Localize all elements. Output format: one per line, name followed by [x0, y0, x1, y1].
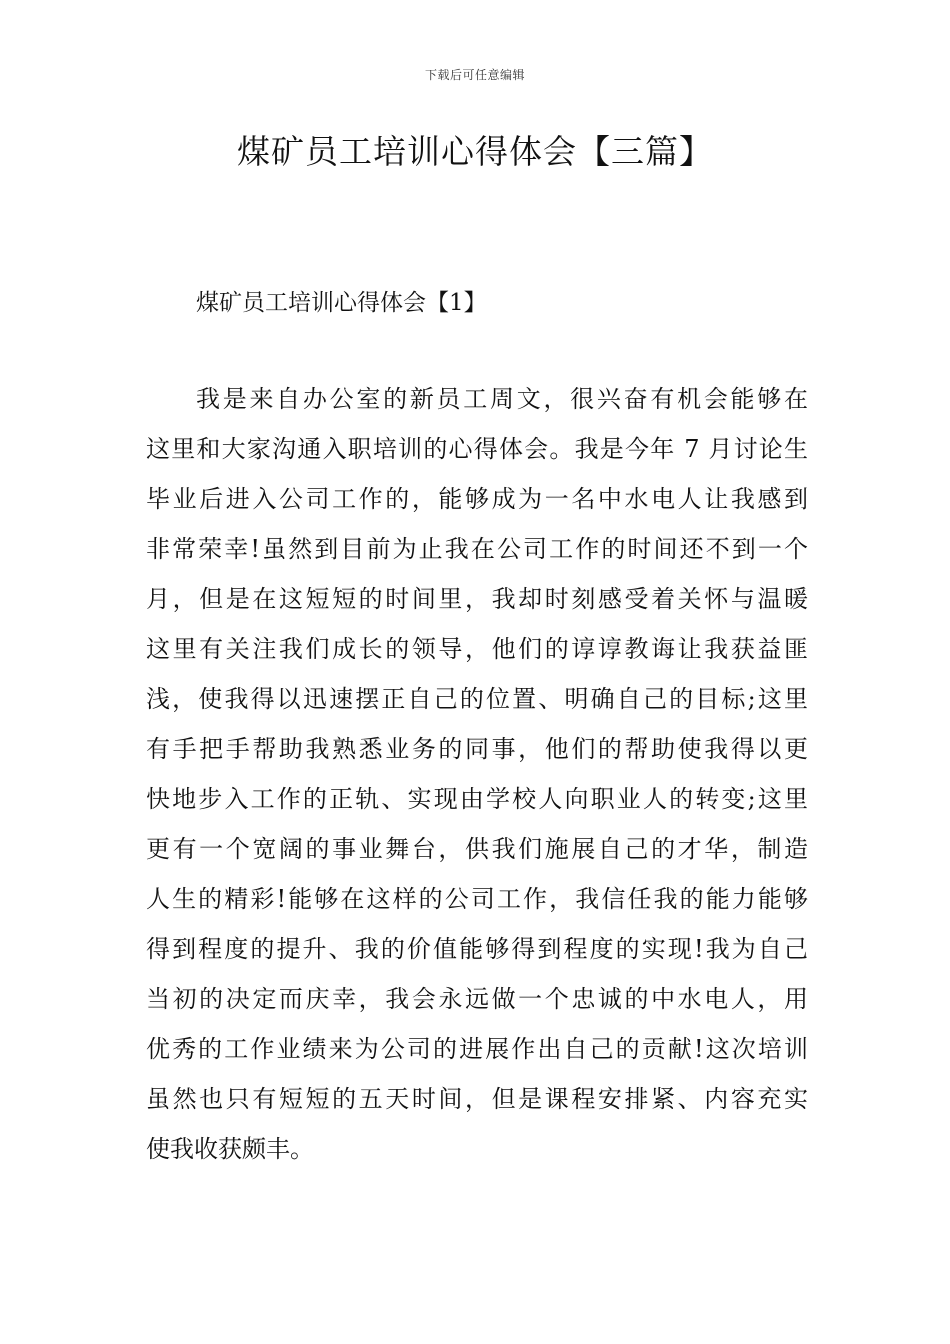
paragraph-line: 这里有关注我们成长的领导，他们的谆谆教诲让我获益匪 — [146, 635, 808, 663]
paragraph-line: 有手把手帮助我熟悉业务的同事，他们的帮助使我得以更 — [146, 735, 808, 763]
paragraph-line: 快地步入工作的正轨、实现由学校人向职业人的转变;这里 — [146, 785, 808, 813]
paragraph-line: 使我收获颇丰。 — [146, 1135, 314, 1163]
paragraph-line: 得到程度的提升、我的价值能够得到程度的实现!我为自己 — [146, 935, 808, 963]
paragraph-line: 浅，使我得以迅速摆正自己的位置、明确自己的目标;这里 — [146, 685, 808, 713]
paragraph-line: 优秀的工作业绩来为公司的进展作出自己的贡献!这次培训 — [146, 1035, 808, 1063]
paragraph-line: 当初的决定而庆幸，我会永远做一个忠诚的中水电人，用 — [146, 985, 808, 1013]
download-note: 下载后可任意编辑 — [424, 68, 525, 82]
section-heading: 煤矿员工培训心得体会【1】 — [196, 290, 487, 316]
body-paragraph — [146, 374, 808, 1174]
paragraph-line: 我是来自办公室的新员工周文，很兴奋有机会能够在 — [196, 385, 808, 413]
paragraph-line: 更有一个宽阔的事业舞台，供我们施展自己的才华，制造 — [146, 835, 808, 863]
paragraph-line: 非常荣幸!虽然到目前为止我在公司工作的时间还不到一个 — [146, 535, 808, 563]
paragraph-line: 毕业后进入公司工作的，能够成为一名中水电人让我感到 — [146, 485, 808, 513]
document-title: 煤矿员工培训心得体会【三篇】 — [237, 132, 713, 171]
paragraph-line: 这里和大家沟通入职培训的心得体会。我是今年 7 月讨论生 — [146, 435, 808, 463]
paragraph-line: 人生的精彩!能够在这样的公司工作，我信任我的能力能够 — [146, 885, 808, 913]
paragraph-line: 虽然也只有短短的五天时间，但是课程安排紧、内容充实 — [146, 1085, 808, 1113]
paragraph-line: 月，但是在这短短的时间里，我却时刻感受着关怀与温暖 — [146, 585, 808, 613]
